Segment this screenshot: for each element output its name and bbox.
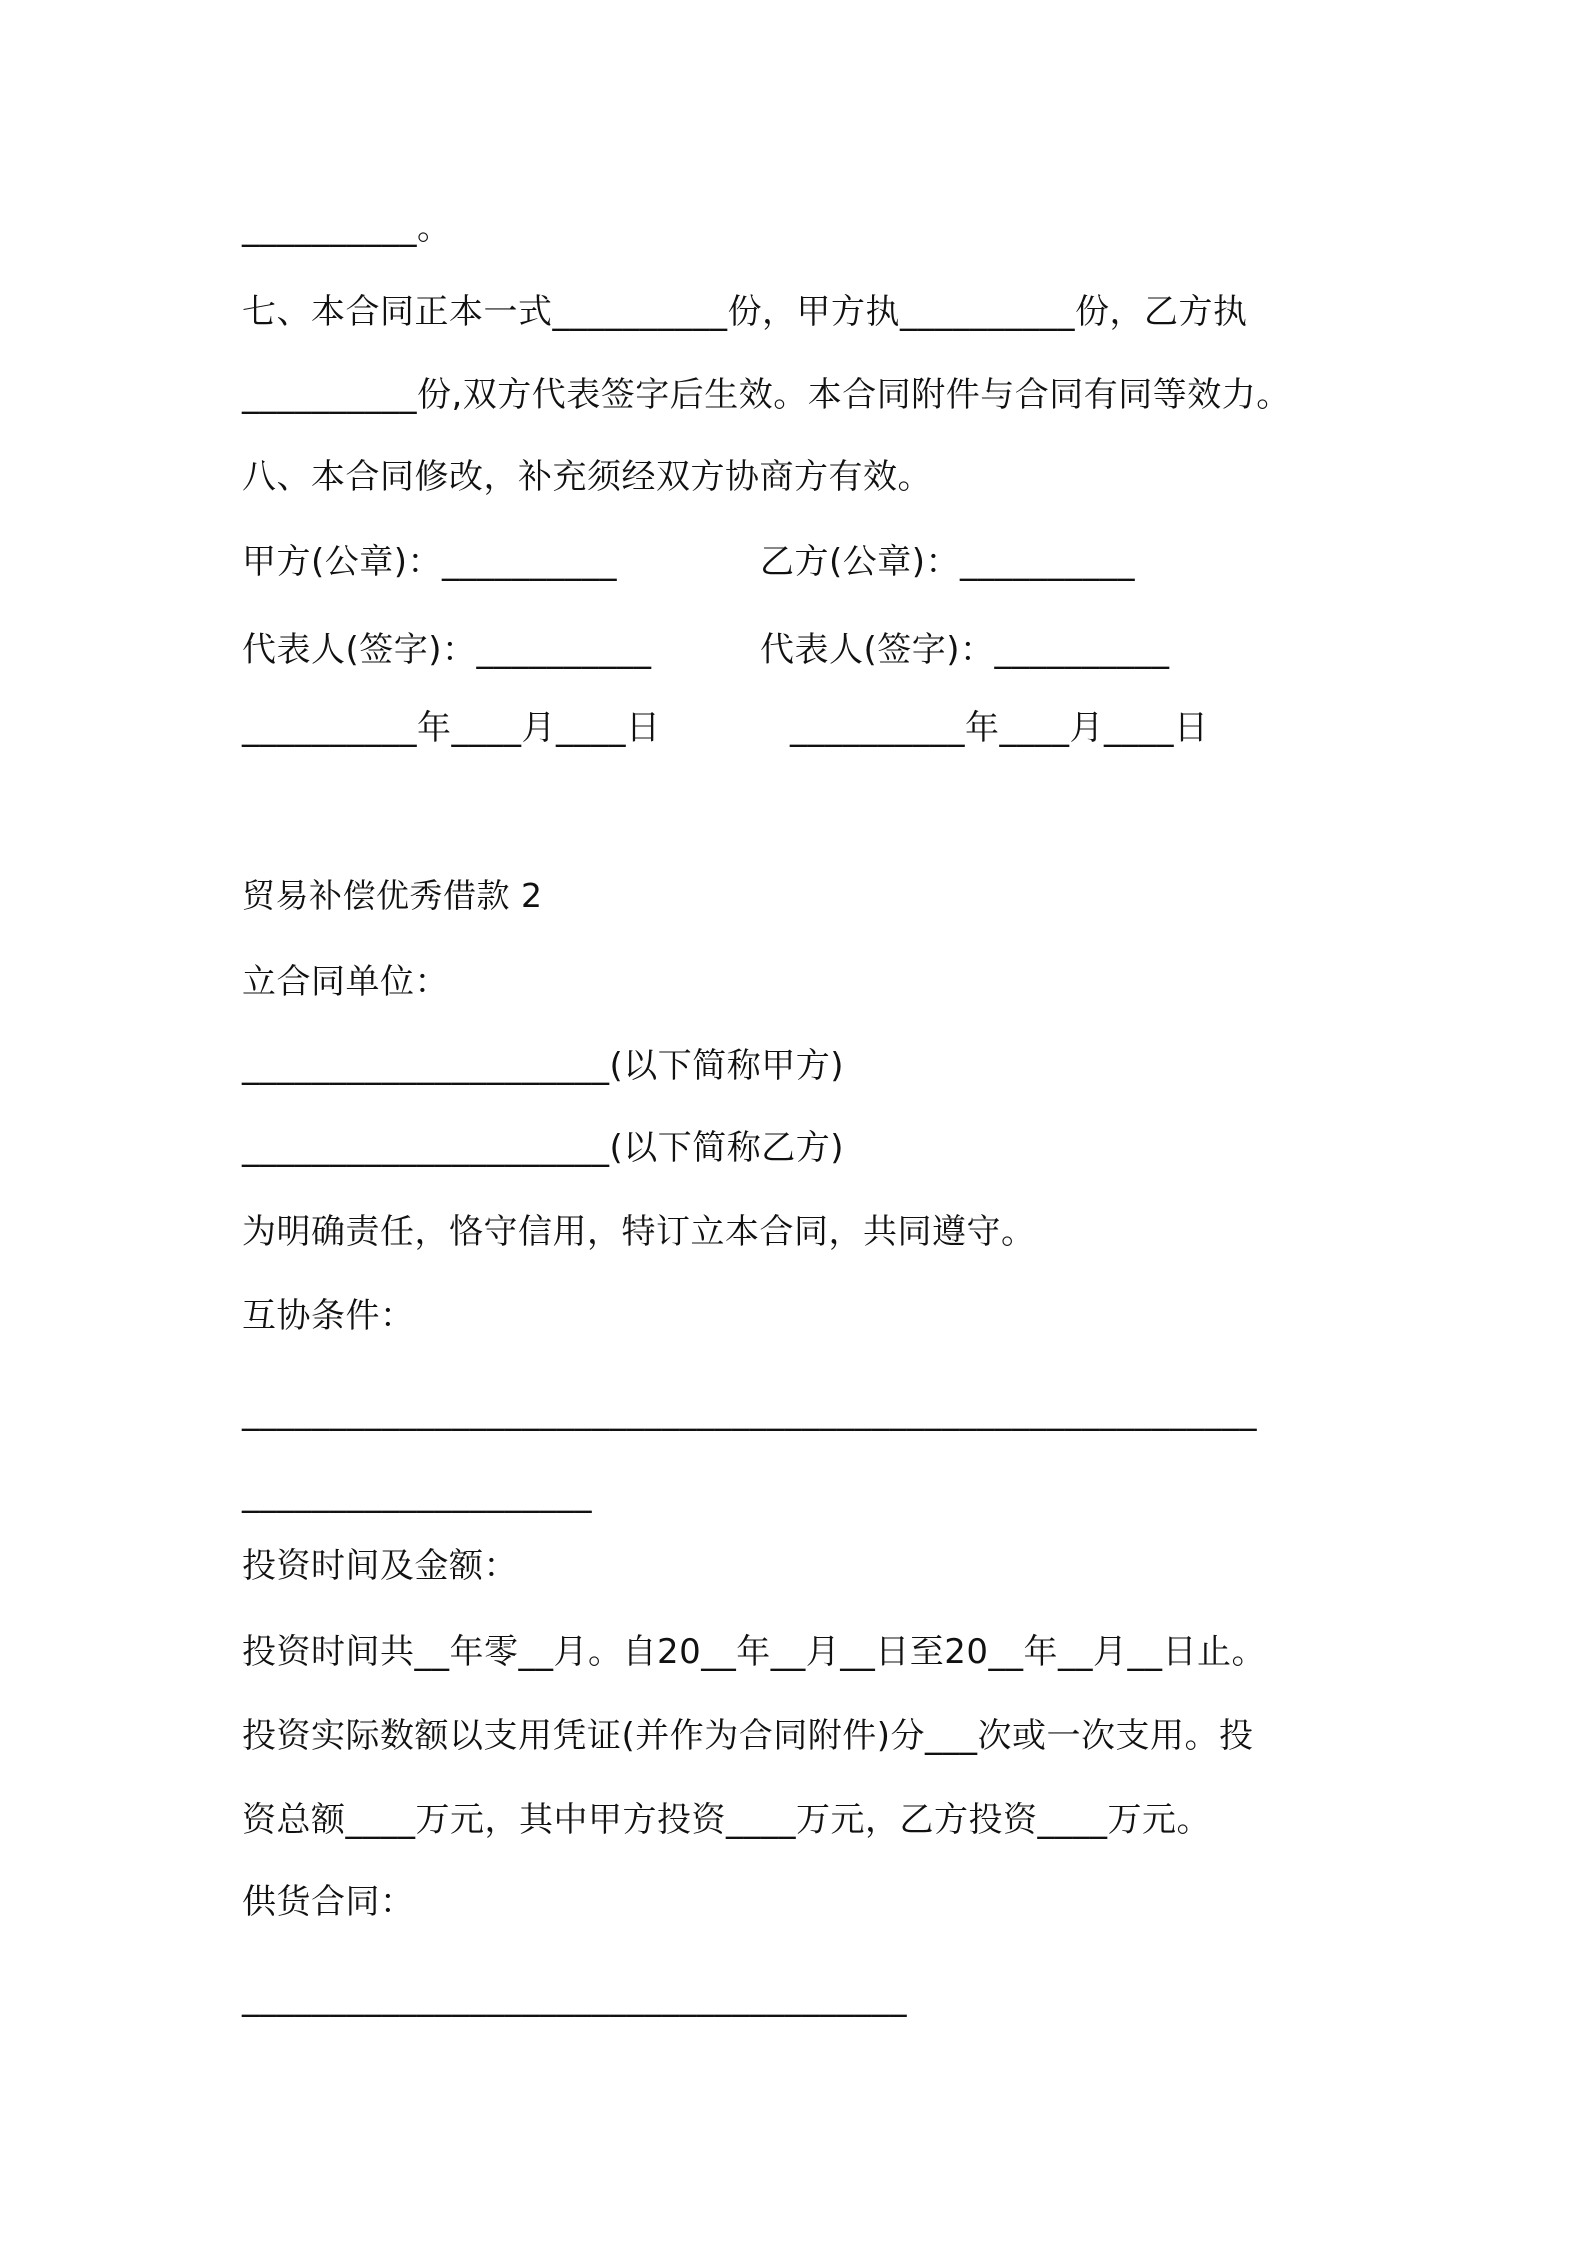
party-a-representative: 代表人(签字)：__________	[242, 630, 652, 670]
blank-line-continuation: __________。	[242, 208, 452, 248]
party-a-blank: _____________________(以下简称甲方)	[242, 1046, 845, 1086]
contract-parties-label: 立合同单位：	[242, 962, 449, 1002]
investment-line-1: 投资时间共__年零__月。自20__年__月__日至20__年__月__日止。	[242, 1632, 1267, 1672]
investment-line-2: 投资实际数额以支用凭证(并作为合同附件)分___次或一次支用。投	[242, 1716, 1254, 1756]
clause-7-line-2: __________份,双方代表签字后生效。本合同附件与合同有同等效力。	[242, 375, 1291, 415]
party-a-date: __________年____月____日	[242, 708, 661, 748]
cooperation-blank-2: ____________________	[242, 1474, 592, 1514]
supply-contract-label: 供货合同：	[242, 1882, 415, 1922]
party-b-date: __________年____月____日	[790, 708, 1209, 748]
party-a-seal: 甲方(公章)：__________	[242, 542, 618, 582]
party-b-seal: 乙方(公章)：__________	[760, 542, 1136, 582]
cooperation-blank-1: __________________________________________________________	[242, 1392, 1257, 1432]
investment-line-3: 资总额____万元，其中甲方投资____万元，乙方投资____万元。	[242, 1800, 1211, 1840]
clause-8: 八、本合同修改，补充须经双方协商方有效。	[242, 457, 932, 497]
cooperation-conditions-label: 互协条件：	[242, 1296, 415, 1336]
party-b-representative: 代表人(签字)：__________	[760, 630, 1170, 670]
clause-7-line-1: 七、本合同正本一式__________份，甲方执__________份，乙方执	[242, 292, 1248, 332]
section-title: 贸易补偿优秀借款 2	[242, 876, 543, 915]
investment-label: 投资时间及金额：	[242, 1546, 518, 1586]
purpose-statement: 为明确责任，恪守信用，特订立本合同，共同遵守。	[242, 1212, 1036, 1252]
supply-contract-blank: ______________________________________	[242, 1978, 907, 2018]
party-b-blank: _____________________(以下简称乙方)	[242, 1128, 845, 1168]
